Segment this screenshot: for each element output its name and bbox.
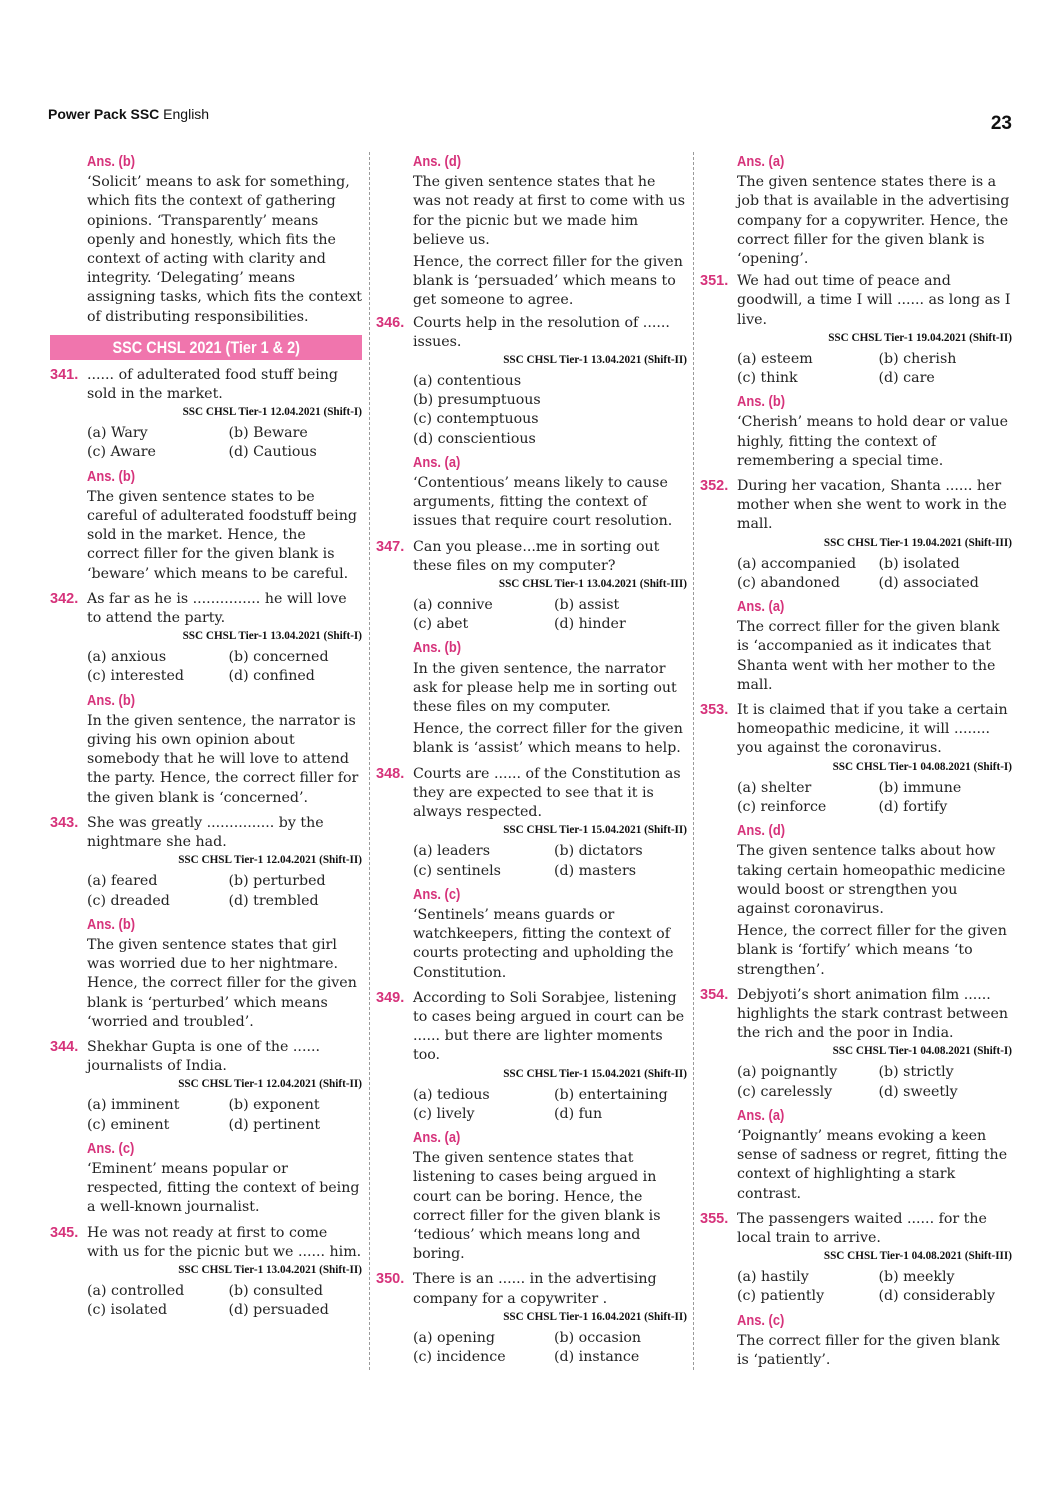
- answer-label: Ans. (c): [413, 885, 461, 903]
- running-header: [48, 106, 209, 122]
- question-row: [700, 701, 1012, 759]
- option: (b) consulted: [228, 1282, 323, 1299]
- explanation-text: In the given sentence, the narrator is giving his own opinion about somebody that he will love to attend the party. Hence, the correct filler for the given blank is ‘concerned’.: [87, 712, 359, 806]
- answer-label: Ans. (b): [87, 915, 136, 933]
- question-number: 343.: [50, 814, 79, 831]
- question-row: [50, 1224, 362, 1262]
- option: (c) incidence: [413, 1348, 506, 1365]
- option: (d) conscientious: [413, 430, 536, 447]
- question-number: 352.: [700, 478, 729, 495]
- option: (d) pertinent: [228, 1116, 321, 1133]
- option: (d) hinder: [554, 616, 626, 633]
- option: (c) lively: [413, 1105, 475, 1122]
- option: (a) opening: [413, 1329, 495, 1346]
- question-stem: Courts are ...... of the Constitution as they are expected to see that it is always respected.: [413, 765, 681, 821]
- explanation-text: The given sentence states that listening to cases being argued in court can be boring. Hence, the correct filler for the given blank is ‘tedious’ which means long and boring.: [413, 1150, 661, 1263]
- explanation: [737, 1332, 1012, 1370]
- option: (c) interested: [87, 668, 184, 685]
- exam-source: SSC CHSL Tier-1 04.08.2021 (Shift-I): [832, 1045, 1012, 1058]
- explanation: [737, 1127, 1012, 1204]
- option: (b) dictators: [554, 843, 643, 860]
- option: (a) hastily: [737, 1269, 809, 1286]
- question-text: [737, 701, 1012, 759]
- question-item: [376, 989, 687, 1265]
- explanation-text: The correct filler for the given blank is ‘accompanied as it indicates that Shanta went with her mother to the mall.: [737, 619, 1000, 693]
- option: (a) controlled: [87, 1282, 185, 1299]
- explanation: [737, 842, 1012, 979]
- options-list: [87, 872, 362, 910]
- explanation: [737, 618, 1012, 695]
- explanation-text: The given sentence talks about how taking certain homeopathic medicine would boost or strengthen you against coronavirus.: [737, 843, 1006, 917]
- option: (b) presumptuous: [413, 392, 541, 409]
- exam-source: SSC CHSL Tier-1 12.04.2021 (Shift-II): [178, 854, 362, 867]
- option: (d) masters: [554, 862, 637, 879]
- exam-source: SSC CHSL Tier-1 04.08.2021 (Shift-I): [832, 760, 1012, 773]
- option: (d) associated: [878, 574, 979, 591]
- question-item: [700, 1210, 1012, 1370]
- explanation: [413, 906, 687, 983]
- question-list: [700, 272, 1012, 1370]
- column-left: [50, 152, 362, 1326]
- explanation: [413, 1149, 687, 1264]
- options-list: [87, 1282, 362, 1320]
- question-number: 347.: [376, 538, 405, 555]
- option: (c) reinforce: [737, 798, 827, 815]
- options-list: [413, 1086, 687, 1124]
- option: (d) trembled: [228, 892, 319, 909]
- option: (a) connive: [413, 597, 493, 614]
- question-list: [50, 366, 362, 1218]
- option: (c) abet: [413, 616, 469, 633]
- options-list: [87, 1096, 362, 1134]
- exam-source: SSC CHSL Tier-1 13.04.2021 (Shift-I): [182, 630, 362, 643]
- options-list: [413, 596, 687, 634]
- option: (d) Cautious: [228, 444, 317, 461]
- question-text: [87, 366, 362, 404]
- column-right: [700, 152, 1012, 1376]
- explanation-text: In the given sentence, the narrator ask for please help me in sorting out these files on my computer.: [413, 660, 677, 716]
- exam-source: SSC CHSL Tier-1 15.04.2021 (Shift-II): [503, 1067, 687, 1080]
- question-text: [413, 765, 687, 823]
- options-list: [737, 1268, 1012, 1306]
- answer-label: Ans. (d): [737, 822, 786, 840]
- question-number: 350.: [376, 1271, 405, 1288]
- question-row: [700, 986, 1012, 1044]
- option: (a) tedious: [413, 1086, 490, 1103]
- option: (b) occasion: [554, 1329, 642, 1346]
- exam-source: SSC CHSL Tier-1 13.04.2021 (Shift-III): [498, 578, 687, 591]
- option: (b) isolated: [878, 555, 960, 572]
- question-item: [700, 477, 1012, 695]
- option: (c) eminent: [87, 1116, 170, 1133]
- question-row: [50, 366, 362, 404]
- explanation: [737, 413, 1012, 471]
- explanation: [413, 474, 687, 532]
- option: (a) leaders: [413, 843, 490, 860]
- option: (a) Wary: [87, 425, 148, 442]
- exam-source: SSC CHSL Tier-1 12.04.2021 (Shift-II): [178, 1078, 362, 1091]
- question-text: [413, 989, 687, 1066]
- question-stem: ...... of adulterated food stuff being sold in the market.: [87, 366, 338, 403]
- question-stem: Shekhar Gupta is one of the ...... journalists of India.: [87, 1038, 320, 1075]
- exam-source: SSC CHSL Tier-1 15.04.2021 (Shift-II): [503, 824, 687, 837]
- question-item: [376, 1270, 687, 1367]
- question-number: 344.: [50, 1038, 79, 1055]
- question-stem: Debjyoti’s short animation film ...... highlights the stark contrast between the rich and the poor in India.: [737, 986, 1009, 1042]
- option: (c) think: [737, 370, 798, 387]
- question-number: 348.: [376, 765, 405, 782]
- question-text: [87, 590, 362, 628]
- question-stem: We had out time of peace and goodwill, a time I will ...... as long as I live.: [737, 273, 1011, 328]
- exam-source: SSC CHSL Tier-1 19.04.2021 (Shift-III): [823, 536, 1012, 549]
- question-stem: There is an ...... in the advertising company for a copywriter .: [413, 1271, 657, 1307]
- answer-label: Ans. (a): [737, 1106, 785, 1124]
- option: (b) perturbed: [228, 873, 326, 890]
- explanation-text: Hence, the correct filler for the given blank is ‘fortify’ which means ‘to strengthen’.: [737, 923, 1007, 978]
- question-row: [50, 814, 362, 852]
- options-list: [737, 779, 1012, 817]
- option: (a) contentious: [413, 373, 522, 390]
- question-stem: During her vacation, Shanta ...... her mother when she went to work in the mall.: [737, 478, 1007, 533]
- options-list: [87, 424, 362, 462]
- question-row: [376, 765, 687, 823]
- question-text: [87, 814, 362, 852]
- option: (b) assist: [554, 597, 620, 614]
- answer-label: Ans. (c): [87, 1139, 135, 1157]
- answer-label: Ans. (b): [413, 639, 462, 657]
- explanation-text: ‘Poignantly’ means evoking a keen sense of sadness or regret, fitting the context of highlighting a stark contrast.: [737, 1127, 1008, 1202]
- explanation: [87, 1160, 362, 1218]
- explanation: [87, 936, 362, 1032]
- explanation: [87, 488, 362, 584]
- explanation-text: The given sentence states that girl was worried due to her nightmare. Hence, the correct filler for the given blank is ‘perturbed’ which means ‘worried and troubled’.: [87, 936, 357, 1030]
- explanation: [413, 660, 687, 759]
- question-number: 346.: [376, 314, 405, 331]
- answer-label: Ans. (a): [413, 1128, 461, 1146]
- explanation-text: The given sentence states to be careful of adulterated foodstuff being sold in the market. Hence, the correct filler for the given blank is ‘beware’ which means to be careful.: [87, 488, 357, 582]
- option: (c) patiently: [737, 1288, 825, 1305]
- question-number: 354.: [700, 986, 729, 1003]
- question-number: 349.: [376, 989, 405, 1006]
- answer-label: Ans. (a): [737, 153, 785, 170]
- question-row: [376, 538, 687, 576]
- exam-source: SSC CHSL Tier-1 19.04.2021 (Shift-II): [828, 331, 1012, 344]
- explanation-text: ‘Contentious’ means likely to cause arguments, fitting the context of issues that require court resolution.: [413, 475, 673, 530]
- option: (a) feared: [87, 873, 158, 890]
- column-divider: [369, 152, 370, 1370]
- option: (b) cherish: [878, 350, 957, 367]
- options-list: [413, 372, 687, 449]
- question-item: [50, 1038, 362, 1218]
- question-stem: He was not ready at first to come with us for the picnic but we ...... him.: [87, 1224, 362, 1260]
- explanation-text: The correct filler for the given blank is ‘patiently’.: [737, 1332, 1000, 1368]
- question-stem: It is claimed that if you take a certain homeopathic medicine, it will ........ you against the coronavirus.: [737, 702, 1008, 757]
- question-list: [376, 314, 687, 1265]
- question-item: [700, 272, 1012, 471]
- question-number: 341.: [50, 366, 79, 383]
- exam-source: SSC CHSL Tier-1 16.04.2021 (Shift-II): [503, 1310, 687, 1323]
- option: (b) concerned: [228, 649, 329, 666]
- section-banner: SSC CHSL 2021 (Tier 1 & 2): [50, 335, 362, 360]
- column-divider: [693, 152, 694, 1370]
- answer-label: Ans. (a): [737, 598, 785, 616]
- option: (d) instance: [554, 1348, 640, 1365]
- exam-source: SSC CHSL Tier-1 12.04.2021 (Shift-I): [182, 406, 362, 419]
- question-number: 342.: [50, 590, 79, 607]
- question-item: [700, 701, 1012, 980]
- explanation: ‘Solicit’ means to ask for something, which fits the context of gathering opinions. ‘Transparently’ means openly and honestly, which fits the context of acting with clarity and integrity. ‘Delegating’ means assigning tasks, which fits the context of distributing responsibilities.: [87, 174, 362, 325]
- question-stem: According to Soli Sorabjee, listening to cases being argued in court can be ...... but there are lighter moments too.: [413, 989, 685, 1064]
- question-number: 345.: [50, 1224, 79, 1241]
- options-list: [87, 648, 362, 686]
- explanation-text: ‘Cherish’ means to hold dear or value highly, fitting the context of remembering a special time.: [737, 414, 1009, 469]
- question-text: [413, 314, 687, 352]
- option: (d) care: [878, 370, 935, 387]
- option: (c) carelessly: [737, 1083, 833, 1100]
- explanation: The given sentence states there is a job that is available in the advertising company for a copywriter. Hence, the correct filler for the given blank is ‘opening’.: [737, 174, 1010, 268]
- question-item: [700, 986, 1012, 1204]
- question-row: [700, 477, 1012, 535]
- option: (c) sentinels: [413, 862, 501, 879]
- question-text: [737, 272, 1012, 330]
- explanation: The given sentence states that he was not ready at first to come with us for the picnic but we made him believe us. Hence, the correct filler for the given blank is ‘persuaded’ which means to get someone to agree.: [413, 174, 685, 309]
- question-item: [50, 590, 362, 808]
- question-row: [376, 1270, 687, 1308]
- answer-label: Ans. (b): [87, 691, 136, 709]
- option: (c) abandoned: [737, 574, 840, 591]
- option: (c) contemptuous: [413, 411, 539, 428]
- option: (c) Aware: [87, 444, 156, 461]
- options-list: [737, 350, 1012, 388]
- question-stem: Can you please...me in sorting out these files on my computer?: [413, 538, 660, 574]
- question-item: [376, 314, 687, 532]
- option: (b) meekly: [878, 1269, 955, 1286]
- column-middle: [376, 152, 687, 1373]
- answer-label: Ans. (b): [737, 393, 786, 411]
- option: (c) isolated: [87, 1302, 168, 1319]
- explanation-text: ‘Eminent’ means popular or respected, fitting the context of being a well-known journalist.: [87, 1160, 360, 1216]
- option: (b) Beware: [228, 425, 308, 442]
- options-list: [413, 1329, 687, 1367]
- answer-label: Ans. (c): [737, 1311, 785, 1329]
- explanation-text: ‘Sentinels’ means guards or watchkeepers, fitting the context of courts protecting and upholding the Constitution.: [413, 906, 674, 981]
- option: (b) immune: [878, 779, 962, 796]
- option: (d) fortify: [878, 798, 948, 815]
- question-stem: As far as he is ............... he will love to attend the party.: [87, 590, 347, 627]
- question-item: [50, 1224, 362, 1321]
- question-row: [376, 989, 687, 1066]
- book-title: Power Pack SSC: [48, 106, 160, 122]
- option: (a) shelter: [737, 779, 812, 796]
- question-item: [376, 765, 687, 983]
- option: (d) persuaded: [228, 1302, 329, 1319]
- explanation-text: Hence, the correct filler for the given blank is ‘assist’ which means to help.: [413, 721, 683, 757]
- question-text: [413, 1270, 687, 1308]
- option: (a) poignantly: [737, 1064, 838, 1081]
- question-text: [737, 986, 1012, 1044]
- option: (d) sweetly: [878, 1083, 958, 1100]
- question-row: [50, 1038, 362, 1076]
- page-number: 23: [990, 113, 1012, 134]
- answer-label: Ans. (d): [413, 153, 462, 170]
- question-text: [413, 538, 687, 576]
- exam-source: SSC CHSL Tier-1 13.04.2021 (Shift-II): [178, 1263, 362, 1276]
- question-stem: Courts help in the resolution of ...... issues.: [413, 314, 670, 350]
- question-text: [87, 1224, 362, 1262]
- explanation: [87, 712, 362, 808]
- question-row: [700, 1210, 1012, 1248]
- answer-label: Ans. (b): [87, 153, 136, 170]
- answer-label: Ans. (b): [87, 467, 136, 485]
- options-list: [737, 555, 1012, 593]
- options-list: [413, 842, 687, 880]
- question-text: [87, 1038, 362, 1076]
- question-row: [50, 590, 362, 628]
- option: (a) accompanied: [737, 555, 857, 572]
- question-stem: The passengers waited ...... for the local train to arrive.: [737, 1210, 987, 1246]
- options-list: [737, 1063, 1012, 1101]
- question-item: [376, 538, 687, 759]
- exam-source: SSC CHSL Tier-1 13.04.2021 (Shift-II): [503, 354, 687, 367]
- question-row: [376, 314, 687, 352]
- answer-label: Ans. (a): [413, 453, 461, 471]
- option: (d) fun: [554, 1105, 603, 1122]
- question-item: [50, 814, 362, 1032]
- option: (b) entertaining: [554, 1086, 668, 1103]
- book-subject: English: [163, 106, 210, 122]
- option: (a) imminent: [87, 1097, 180, 1114]
- question-row: [700, 272, 1012, 330]
- option: (a) esteem: [737, 350, 813, 367]
- question-number: 353.: [700, 702, 729, 719]
- option: (c) dreaded: [87, 892, 170, 909]
- question-stem: She was greatly ............... by the nightmare she had.: [87, 814, 324, 851]
- option: (b) strictly: [878, 1064, 954, 1081]
- question-number: 355.: [700, 1210, 729, 1227]
- option: (a) anxious: [87, 649, 167, 666]
- option: (b) exponent: [228, 1097, 320, 1114]
- option: (d) confined: [228, 668, 315, 685]
- question-text: [737, 477, 1012, 535]
- exam-source: SSC CHSL Tier-1 04.08.2021 (Shift-III): [823, 1250, 1012, 1263]
- question-text: [737, 1210, 1012, 1248]
- question-number: 351.: [700, 273, 729, 290]
- option: (d) considerably: [878, 1288, 995, 1305]
- question-item: [50, 366, 362, 584]
